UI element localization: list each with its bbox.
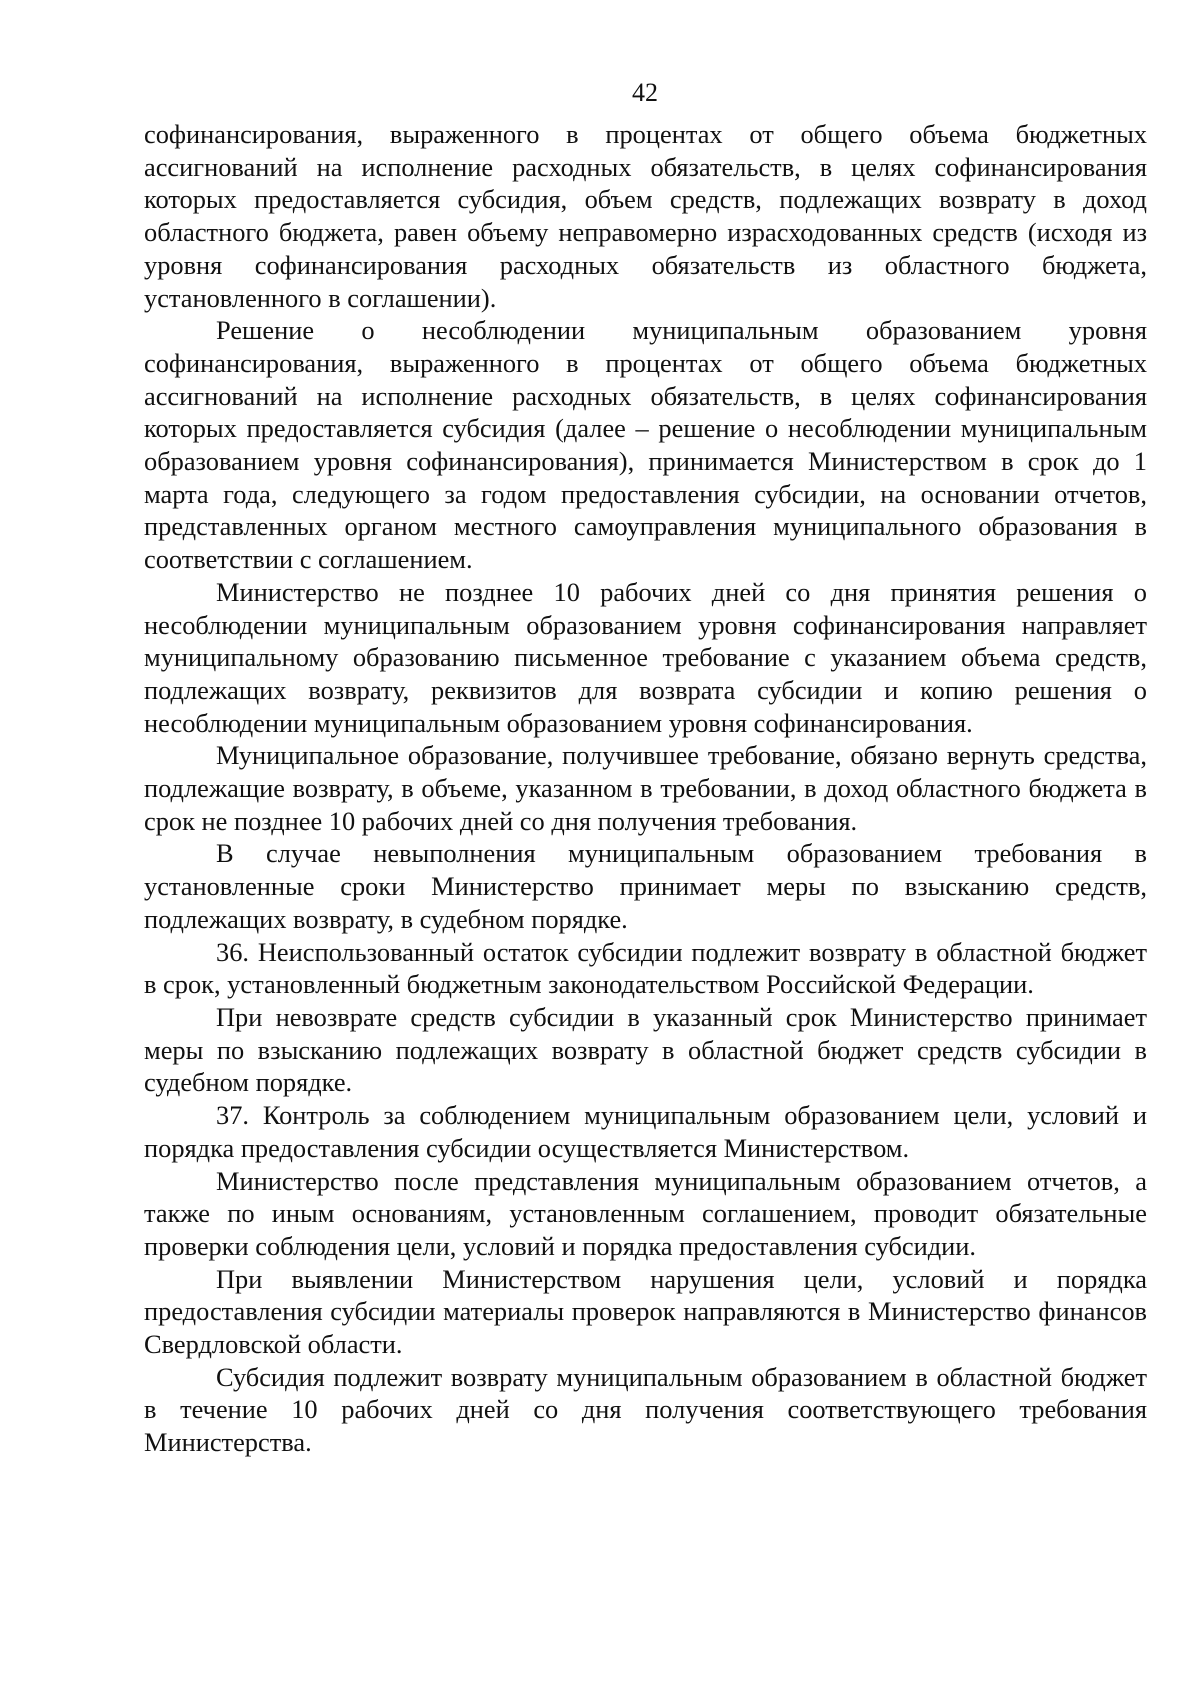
paragraph-item-36: 36. Неиспользованный остаток субсидии подлежит возврату в областной бюджет в срок, установленный бюджетным законодательством Российской Федерации.	[144, 936, 1147, 1000]
paragraph-item-37: 37. Контроль за соблюдением муниципальным образованием цели, условий и порядка предоставления субсидии осуществляется Министерством.	[144, 1100, 1147, 1163]
paragraph-decision-noncompliance: Решение о несоблюдении муниципальным образованием уровня софинансирования, выраженного в процентах от общего объема бюджетных ассигнований на исполнение расходных обязательств, в целях софинансирования которых предоставляется субсидия (далее – решение о несоблюдении муниципальным образованием уровня софинансирования), принимается Министерством в срок до 1 марта года, следующего за годом предоставления субсидии, на основании отчетов, представленных органом местного самоуправления муниципального образования в соответствии с соглашением.	[144, 315, 1147, 575]
paragraph-return-obligation: Муниципальное образование, получившее требование, обязано вернуть средства, подлежащие возврату, в объеме, указанном в требовании, в доход областного бюджета в срок не позднее 10 рабочих дней со дня получения требования.	[144, 740, 1147, 836]
paragraph-non-return: При невозврате средств субсидии в указанный срок Министерство принимает меры по взысканию подлежащих возврату в областной бюджет средств субсидии в судебном порядке.	[144, 1001, 1147, 1098]
page-number: 42	[632, 78, 658, 107]
paragraph-violations: При выявлении Министерством нарушения цели, условий и порядка предоставления субсидии материалы проверок направляются в Министерство финансов Свердловской области.	[144, 1263, 1147, 1360]
paragraph-ministry-requirement: Министерство не позднее 10 рабочих дней со дня принятия решения о несоблюдении муниципальным образованием уровня софинансирования направляет муниципальному образованию письменное требование с указанием объема средств, подлежащих возврату, реквизитов для возврата субсидии и копию решения о несоблюдении муниципальным образованием уровня софинансирования.	[144, 576, 1147, 738]
document-body	[144, 118, 1147, 1459]
paragraph-inspections: Министерство после представления муниципальным образованием отчетов, а также по иным основаниям, установленным соглашением, проводит обязательные проверки соблюдения цели, условий и порядка предоставления субсидии.	[144, 1165, 1147, 1261]
paragraph-subsidy-return: Субсидия подлежит возврату муниципальным образованием в областной бюджет в течение 10 рабочих дней со дня получения соответствующего требования Министерства.	[144, 1361, 1147, 1458]
paragraph-continuation: софинансирования, выраженного в процентах от общего объема бюджетных ассигнований на исполнение расходных обязательств, в целях софинансирования которых предоставляется субсидия, объем средств, подлежащих возврату в доход областного бюджета, равен объему неправомерно израсходованных средств (исходя из уровня софинансирования расходных обязательств из областного бюджета, установленного в соглашении).	[144, 119, 1147, 313]
paragraph-judicial-recovery: В случае невыполнения муниципальным образованием требования в установленные сроки Министерство принимает меры по взысканию средств, подлежащих возврату, в судебном порядке.	[144, 838, 1147, 934]
